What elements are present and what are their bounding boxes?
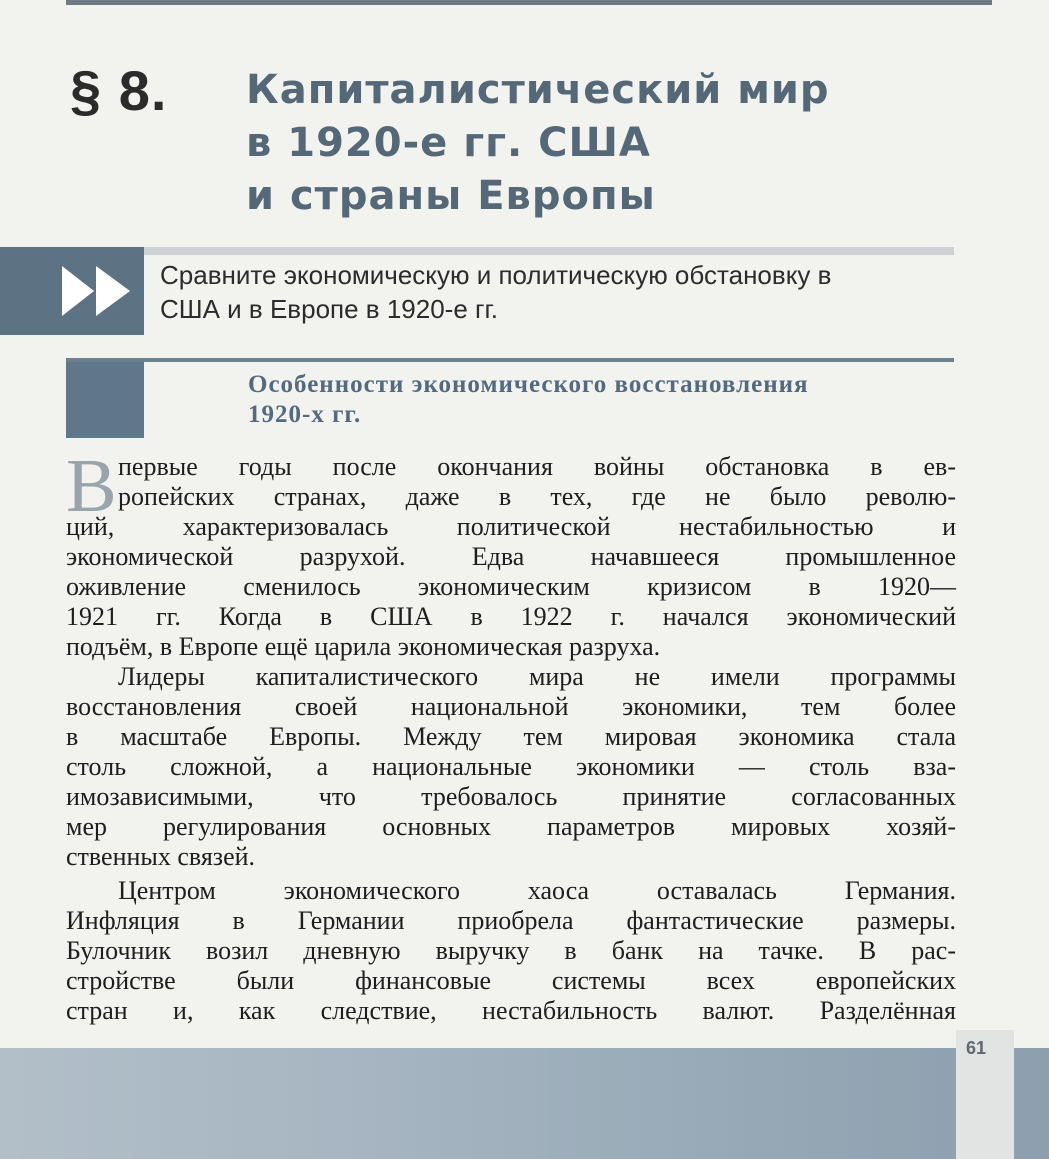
body-line: в масштабе Европы. Между тем мировая экономика стала [66,722,956,751]
question-band [144,247,954,255]
body-line: восстановления своей национальной экономики, тем более [66,692,956,721]
body-line: Инфляция в Германии приобрела фантастические размеры. [66,906,956,935]
body-line: экономической разрухой. Едва начавшееся промышленное [66,542,956,571]
body-line: столь сложной, а национальные экономики — столь вза- [66,752,956,781]
section-rule [66,358,954,362]
section-title-line: Особенности экономического восстановления [248,371,809,398]
body-line: ственных связей. [66,842,256,871]
body-line: ций, характеризовалась политической нестабильностью и [66,512,956,541]
section-title-line: 1920-х гг. [248,401,362,428]
body-line: Булочник возил дневную выручку в банк на тачке. В рас- [66,936,956,965]
fast-forward-icon [60,264,132,318]
drop-cap: В [66,444,117,528]
body-line: стройстве были финансовые системы всех европейских [66,966,956,995]
body-line: 1921 гг. Когда в США в 1922 г. начался экономический [66,602,956,631]
body-line: Лидеры капиталистического мира не имели программы [118,662,956,691]
page-footer-band [0,1048,1049,1159]
body-line: оживление сменилось экономическим кризисом в 1920— [66,572,956,601]
body-line: подъём, в Европе ещё царила экономическая разруха. [66,632,661,661]
section-marker-box [66,362,144,438]
body-line: ропейских странах, даже в тех, где не было револю- [118,482,956,511]
page-number: 61 [966,1038,987,1058]
body-line: стран и, как следствие, нестабильность валют. Разделённая [66,996,956,1025]
title-line: и страны Европы [246,173,656,219]
body-line: Центром экономического хаоса оставалась Германия. [118,876,956,905]
paragraph-number: § 8. [70,59,168,122]
title-line: Капиталистический мир [246,67,830,113]
body-text [66,452,956,1026]
question-text [160,258,960,326]
body-line: мер регулирования основных параметров мировых хозяй- [66,812,956,841]
title-line: в 1920-е гг. США [246,120,651,166]
section-title [248,370,809,430]
question-line: США и в Европе в 1920-е гг. [160,294,499,324]
question-line: Сравните экономическую и политическую обстановку в [160,260,832,290]
body-line: имозависимыми, что требовалось принятие согласованных [66,782,956,811]
page-title [246,64,830,223]
body-line: первые годы после окончания войны обстановка в ев- [118,452,956,481]
top-rule [66,0,992,5]
